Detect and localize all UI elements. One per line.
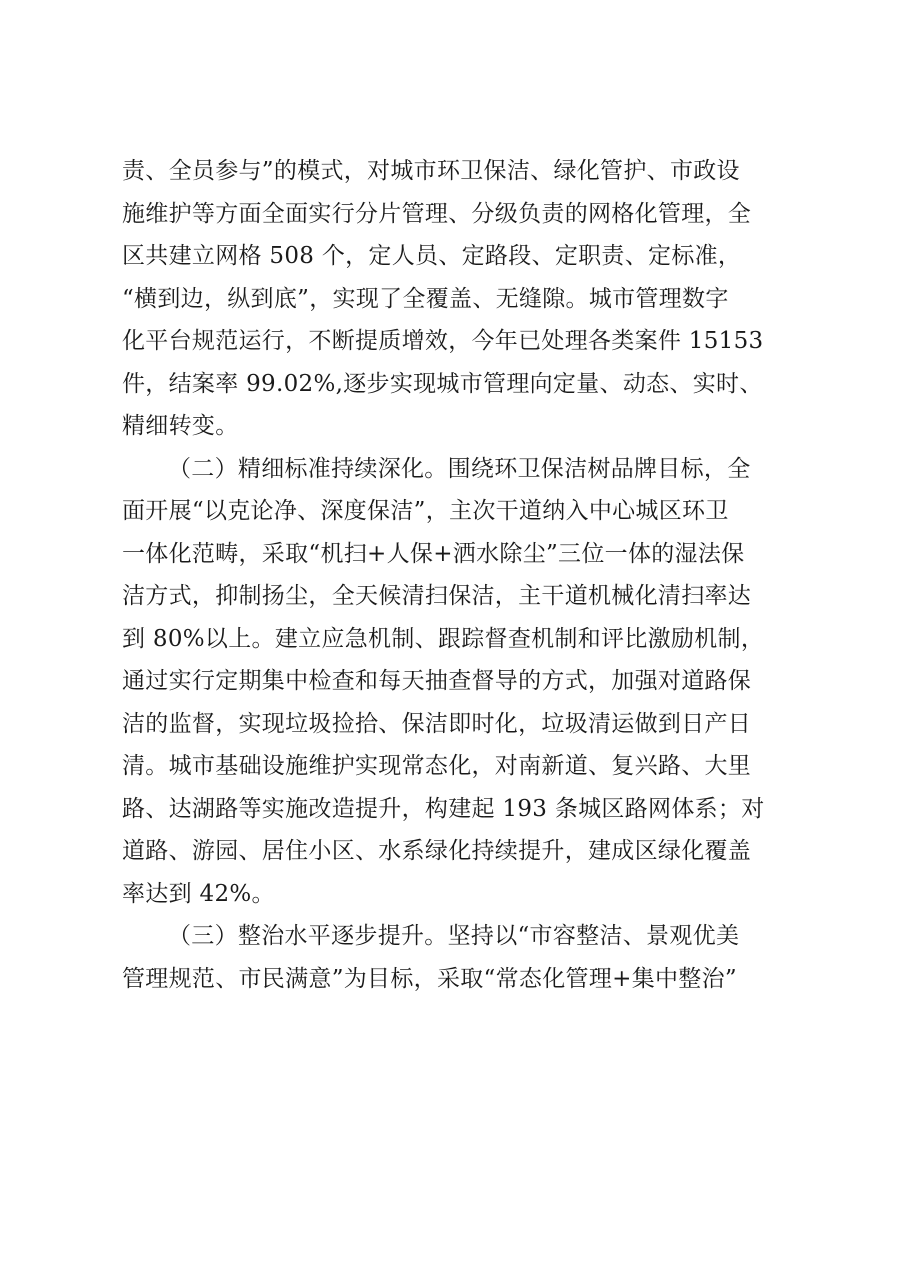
text-line: 面开展“以克论净、深度保洁”，主次干道纳入中心城区环卫 [122,498,729,524]
paragraph-section-two [122,448,802,916]
paragraph-section-three [122,915,802,1000]
text-line: 化平台规范运行，不断提质增效，今年已处理各类案件 15153 [122,328,764,354]
body-text [122,150,802,1000]
text-line: 管理规范、市民满意”为目标，采取“常态化管理+集中整治” [122,965,737,992]
paragraph-grid-management [122,150,802,448]
text-line: 一体化范畴，采取“机扫+人保+洒水除尘”三位一体的湿法保 [122,540,745,567]
text-line: 率达到 42%。 [122,880,275,907]
text-line: 洁方式，抑制扬尘，全天候清扫保洁，主干道机械化清扫率达 [122,583,752,609]
text-line: 清。城市基础设施维护实现常态化，对南新道、复兴路、大里 [122,753,752,779]
text-line: 件，结案率 99.02%,逐步实现城市管理向定量、动态、实时、 [122,370,763,397]
text-line: 精细转变。 [122,413,239,439]
text-line: 道路、游园、居住小区、水系绿化持续提升，建成区绿化覆盖 [122,838,752,864]
text-line: 通过实行定期集中检查和每天抽查督导的方式，加强对道路保 [122,668,752,694]
text-line: 洁的监督，实现垃圾捡拾、保洁即时化，垃圾清运做到日产日 [122,710,752,737]
text-line: （二）精细标准持续深化。围绕环卫保洁树品牌目标，全 [168,455,751,482]
text-line: 路、达湖路等实施改造提升，构建起 193 条城区路网体系；对 [122,795,765,822]
text-line: （三）整治水平逐步提升。坚持以“市容整洁、景观优美 [168,923,740,949]
text-line: 区共建立网格 508 个，定人员、定路段、定职责、定标准， [122,243,742,269]
text-line: 到 80%以上。建立应急机制、跟踪督查机制和评比激励机制， [122,625,765,652]
text-line: 责、全员参与”的模式，对城市环卫保洁、绿化管护、市政设 [122,158,740,184]
text-line: 施维护等方面全面实行分片管理、分级负责的网格化管理，全 [122,200,752,227]
text-line: “横到边，纵到底”，实现了全覆盖、无缝隙。城市管理数字 [122,285,729,312]
